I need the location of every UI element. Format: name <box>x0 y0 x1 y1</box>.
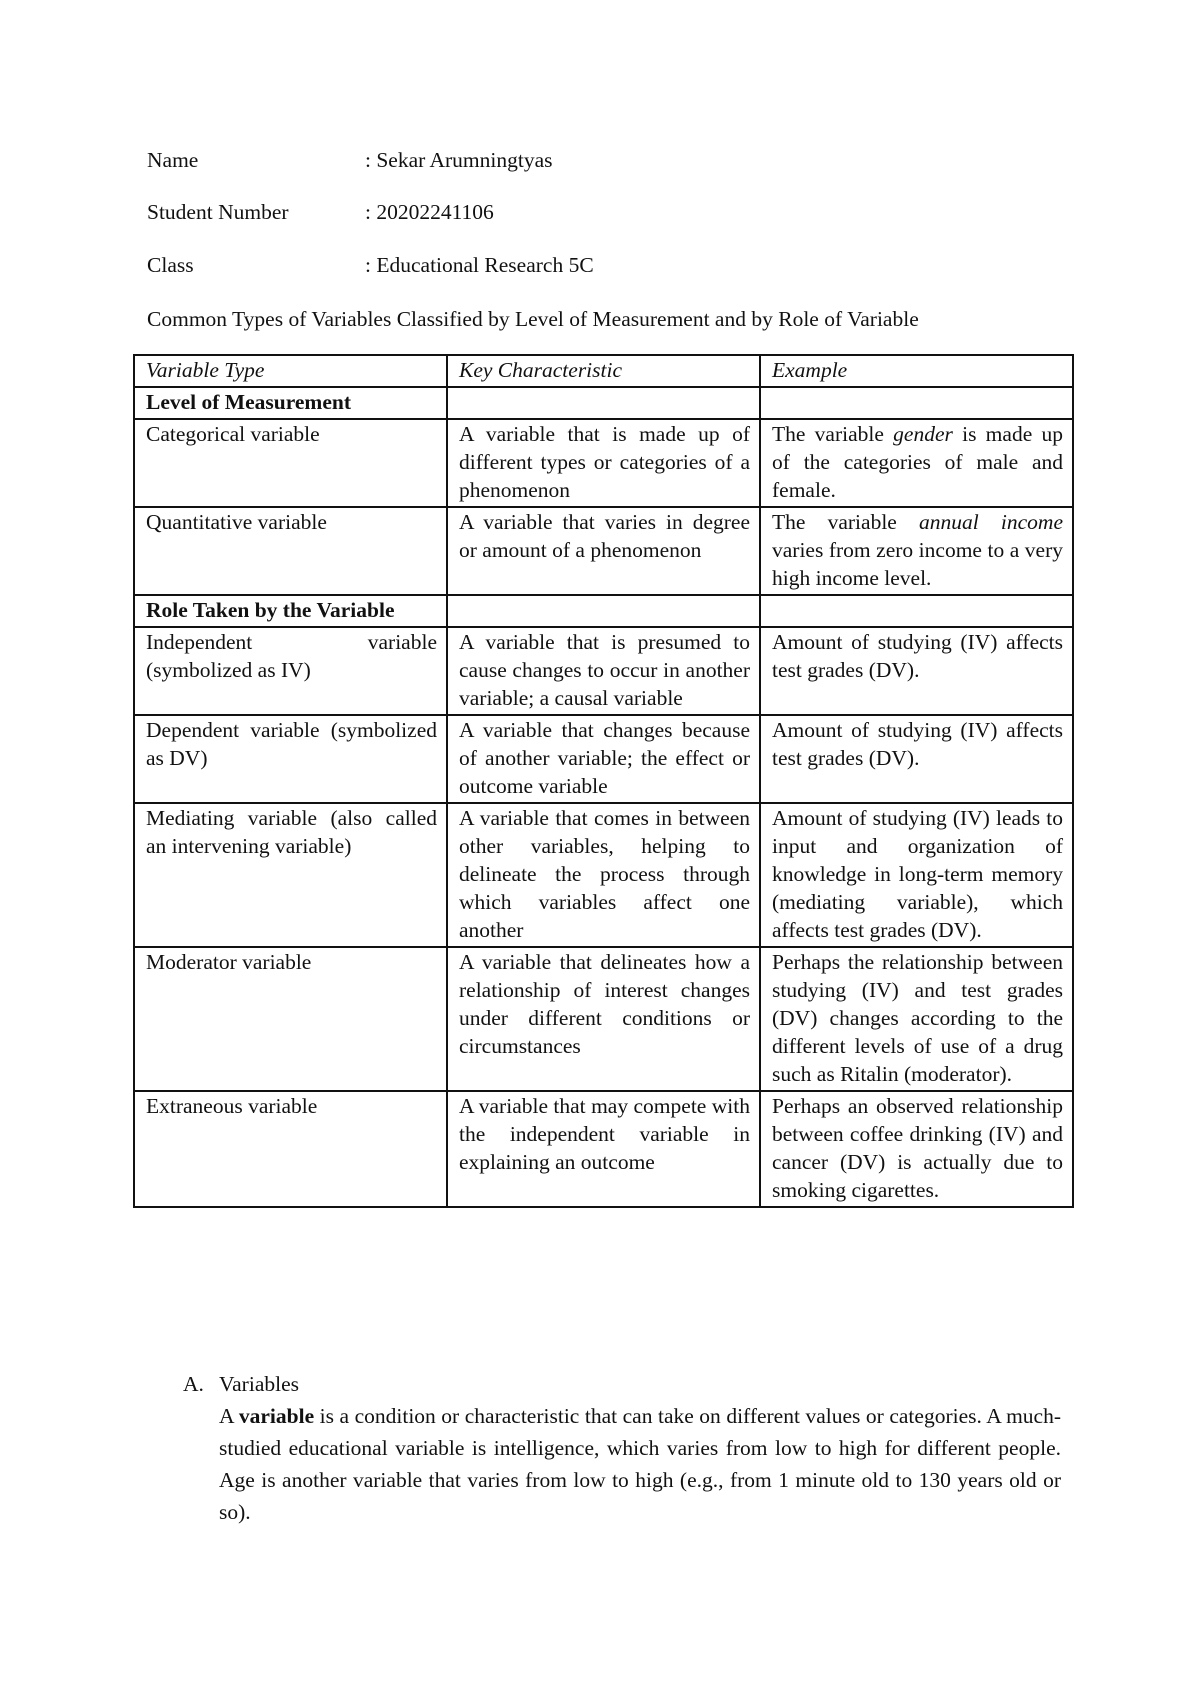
variable-type-cell: Quantitative variable <box>134 507 447 595</box>
variable-type-cell: Independent variable (symbolized as IV) <box>134 627 447 715</box>
name-label: Name <box>147 148 199 172</box>
header-variable-type: Variable Type <box>134 355 447 387</box>
key-characteristic-cell: A variable that varies in degree or amount of a phenomenon <box>447 507 760 595</box>
example-cell: Amount of studying (IV) affects test grades (DV). <box>760 627 1073 715</box>
variable-type-cell: Dependent variable (symbolized as DV) <box>134 715 447 803</box>
table-row <box>134 1091 1073 1207</box>
table-row <box>134 803 1073 947</box>
student-number-value: : 20202241106 <box>365 200 494 224</box>
header-key-characteristic: Key Characteristic <box>447 355 760 387</box>
table-row <box>134 947 1073 1091</box>
variable-type-cell: Categorical variable <box>134 419 447 507</box>
key-characteristic-cell: A variable that changes because of another variable; the effect or outcome variable <box>447 715 760 803</box>
key-characteristic-cell: A variable that is made up of different types or categories of a phenomenon <box>447 419 760 507</box>
example-cell: The variable gender is made up of the categories of male and female. <box>760 419 1073 507</box>
variable-type-cell: Moderator variable <box>134 947 447 1091</box>
key-characteristic-cell: A variable that comes in between other variables, helping to delineate the process through which variables affect one another <box>447 803 760 947</box>
example-cell: Perhaps the relationship between studying (IV) and test grades (DV) changes according to the different levels of use of a drug such as Ritalin (moderator). <box>760 947 1073 1091</box>
section-row-level-of-measurement <box>134 387 1073 419</box>
section-a-title: Variables <box>219 1372 299 1396</box>
example-cell: The variable annual income varies from zero income to a very high income level. <box>760 507 1073 595</box>
example-cell: Amount of studying (IV) affects test grades (DV). <box>760 715 1073 803</box>
table-row <box>134 507 1073 595</box>
class-row <box>147 251 594 279</box>
example-cell: Amount of studying (IV) leads to input and organization of knowledge in long-term memory (mediating variable), which affects test grades (DV). <box>760 803 1073 947</box>
student-number-label: Student Number <box>147 200 289 224</box>
table-row <box>134 715 1073 803</box>
key-characteristic-cell: A variable that delineates how a relationship of interest changes under different conditions or circumstances <box>447 947 760 1091</box>
class-value: : Educational Research 5C <box>365 253 594 277</box>
variable-type-cell: Mediating variable (also called an intervening variable) <box>134 803 447 947</box>
section-heading: Level of Measurement <box>134 387 447 419</box>
key-characteristic-cell: A variable that may compete with the independent variable in explaining an outcome <box>447 1091 760 1207</box>
table-header-row <box>134 355 1073 387</box>
header-example: Example <box>760 355 1073 387</box>
variable-term: variable <box>238 1404 315 1428</box>
section-a-marker: A. <box>183 1372 204 1396</box>
example-cell: Perhaps an observed relationship between coffee drinking (IV) and cancer (DV) is actually due to smoking cigarettes. <box>760 1091 1073 1207</box>
section-a-body: A variable is a condition or characteristic that can take on different values or categories. A much-studied educational variable is intelligence, which varies from low to high for different people. Age is another variable that varies from low to high (e.g., from 1 minute old to 130 years old or so). <box>219 1404 1061 1524</box>
name-value: : Sekar Arumningtyas <box>365 148 553 172</box>
section-a <box>183 1368 1061 1528</box>
key-characteristic-cell: A variable that is presumed to cause changes to occur in another variable; a causal variable <box>447 627 760 715</box>
table-row <box>134 627 1073 715</box>
section-heading: Role Taken by the Variable <box>134 595 447 627</box>
table-title: Common Types of Variables Classified by Level of Measurement and by Role of Variable <box>147 307 919 331</box>
variables-table <box>133 354 1074 1208</box>
section-row-role-taken <box>134 595 1073 627</box>
section-a-heading <box>183 1368 1061 1400</box>
table-row <box>134 419 1073 507</box>
class-label: Class <box>147 253 194 277</box>
student-number-row <box>147 198 494 226</box>
name-row <box>147 146 553 174</box>
variable-type-cell: Extraneous variable <box>134 1091 447 1207</box>
